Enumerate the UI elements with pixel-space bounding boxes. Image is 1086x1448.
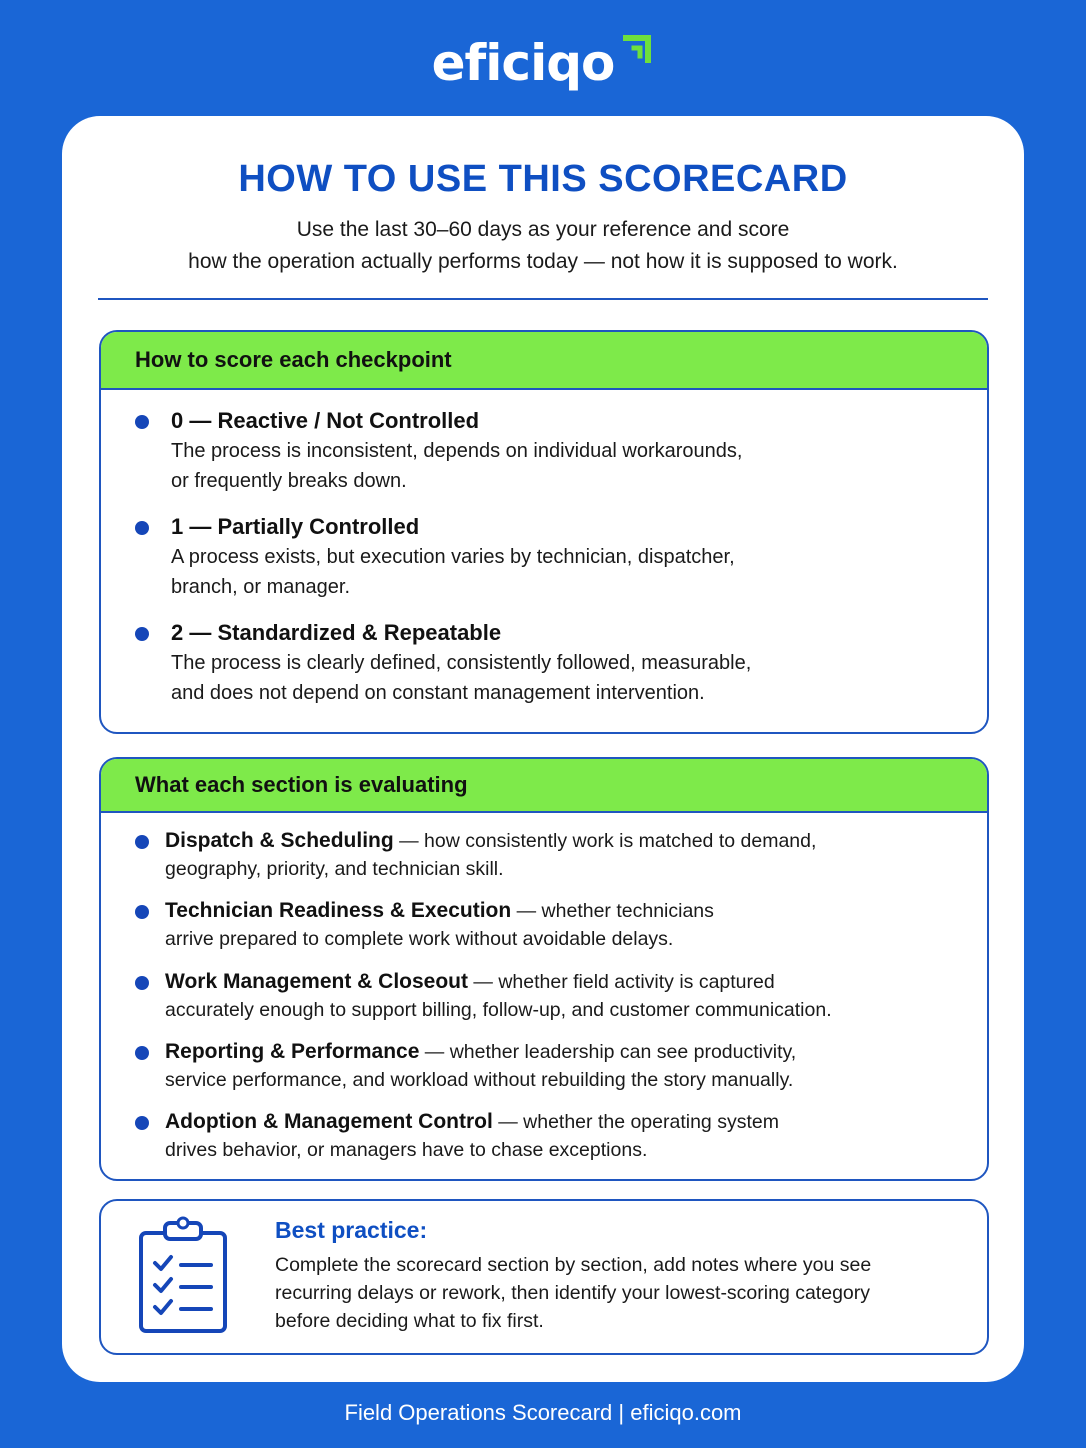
section-desc: — whether leadership can see productivity, [419,1041,797,1063]
section-desc-line2: geography, priority, and technician skill. [165,858,504,880]
score-item-desc: The process is inconsistent, depends on individual workarounds, [171,440,743,462]
section-item-3 [135,1038,796,1094]
section-name: Work Management & Closeout [165,970,468,993]
section-desc: — whether technicians [511,900,714,922]
section-desc-line2: service performance, and workload without rebuilding the story manually. [165,1069,794,1091]
score-item-desc: A process exists, but execution varies by technician, dispatcher, [171,546,735,568]
page-subtitle [62,214,1024,278]
bullet-dot [135,835,149,849]
best-practice-line: Complete the scorecard section by section, add notes where you see [275,1254,872,1276]
score-item-desc: and does not depend on constant management intervention. [171,682,705,704]
section-name: Technician Readiness & Execution [165,899,512,922]
footer-text: Field Operations Scorecard | eficiqo.com [344,1400,742,1425]
scoring-heading: How to score each checkpoint [101,332,987,390]
clipboard-checklist-icon [137,1215,229,1335]
bullet-dot [135,521,149,535]
divider [98,298,988,300]
best-practice-box [99,1199,989,1355]
bullet-dot [135,627,149,641]
subtitle-line-2: how the operation actually performs today — not how it is supposed to work. [188,250,898,273]
sections-heading: What each section is evaluating [101,759,987,813]
scoring-box [99,330,989,734]
score-item-title: 0 — Reactive / Not Controlled [171,408,480,433]
section-item-2 [135,968,832,1024]
section-desc-line2: arrive prepared to complete work without avoidable delays. [165,928,674,950]
best-practice-line: recurring delays or rework, then identify your lowest-scoring category [275,1282,871,1304]
section-item-0 [135,827,816,883]
subtitle-line-1: Use the last 30–60 days as your reference and score [296,218,790,241]
section-item-4 [135,1108,779,1164]
up-right-arrow-icon [620,32,654,72]
score-item-desc: The process is clearly defined, consistently followed, measurable, [171,652,752,674]
section-desc-line2: accurately enough to support billing, follow-up, and customer communication. [165,999,832,1021]
bullet-dot [135,1046,149,1060]
sections-box [99,757,989,1181]
best-practice-text [275,1251,955,1335]
bullet-dot [135,976,149,990]
scorecard-card [62,116,1024,1382]
bullet-dot [135,905,149,919]
score-item-desc: or frequently breaks down. [171,470,407,492]
section-desc-line2: drives behavior, or managers have to chase exceptions. [165,1139,648,1161]
best-practice-line: before deciding what to fix first. [275,1310,544,1332]
score-item-1 [135,512,735,602]
bullet-dot [135,1116,149,1130]
section-name: Reporting & Performance [165,1040,420,1063]
section-name: Adoption & Management Control [165,1110,493,1133]
score-item-title: 1 — Partially Controlled [171,514,420,539]
page-title: HOW TO USE THIS SCORECARD [238,158,848,200]
best-practice-title: Best practice: [275,1217,428,1243]
score-item-0 [135,406,742,496]
section-desc: — whether the operating system [492,1111,779,1133]
score-item-desc: branch, or manager. [171,576,350,598]
bullet-dot [135,415,149,429]
section-desc: — how consistently work is matched to demand, [393,830,817,852]
brand-logo [0,28,1086,98]
section-item-1 [135,897,714,953]
logo-wordmark: eficiqo [431,34,615,92]
score-item-2 [135,618,751,708]
section-desc: — whether field activity is captured [467,971,775,993]
section-name: Dispatch & Scheduling [165,829,394,852]
score-item-title: 2 — Standardized & Repeatable [171,620,502,645]
